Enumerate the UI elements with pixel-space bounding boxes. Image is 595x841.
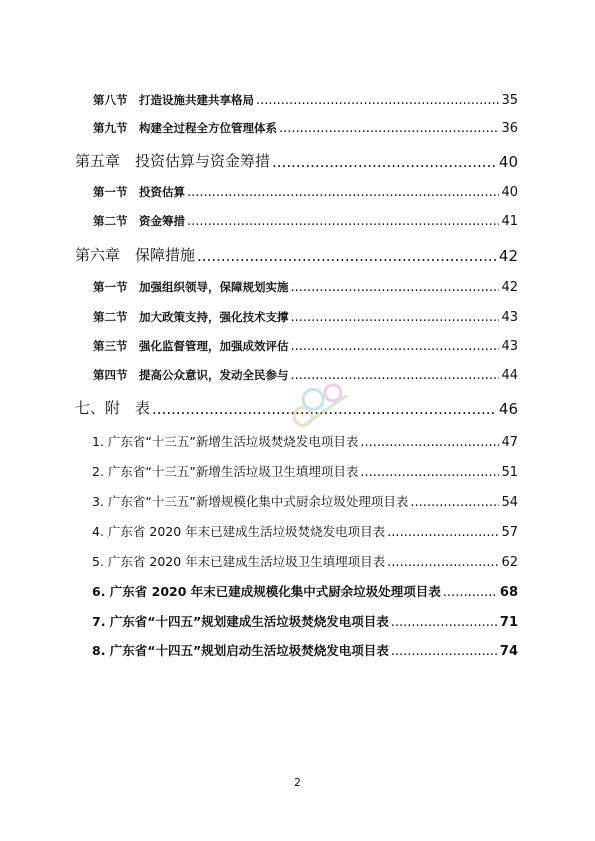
toc-entry-title: 1. 广东省“十三五”新增生活垃圾焚烧发电项目表	[92, 434, 359, 449]
page-number: 2	[294, 776, 301, 789]
toc-entry[interactable]	[93, 213, 518, 229]
toc-entry-page: 43	[501, 339, 518, 354]
toc-entry-page: 35	[501, 93, 518, 108]
toc-entry-page: 42	[501, 280, 518, 295]
dot-leader	[291, 280, 500, 295]
toc-entry-page: 36	[501, 121, 518, 136]
toc-appendix-entry[interactable]	[92, 462, 518, 480]
toc-entry[interactable]	[93, 279, 518, 295]
dot-leader	[291, 310, 500, 325]
toc-entry-title: 7. 广东省“十四五”规划建成生活垃圾焚烧发电项目表	[92, 614, 389, 629]
toc-chapter-entry[interactable]	[75, 244, 518, 265]
toc-entry-title: 第三节 强化监督管理，加强成效评估	[93, 339, 289, 353]
toc-entry-title: 第四节 提高公众意识，发动全民参与	[93, 368, 289, 382]
toc-entry-title: 第五章 投资估算与资金筹措	[75, 152, 271, 170]
toc-entry[interactable]	[93, 120, 518, 136]
toc-entry-title: 第六章 保障措施	[75, 246, 196, 264]
toc-appendix-entry[interactable]	[92, 552, 518, 570]
toc-entry-title: 3. 广东省“十三五”新增规模化集中式厨余垃圾处理项目表	[92, 494, 409, 509]
toc-entry[interactable]	[93, 338, 518, 354]
toc-entry-title: 第九节 构建全过程全方位管理体系	[93, 121, 277, 135]
toc-chapter-entry[interactable]	[75, 150, 518, 171]
toc-entry-page: 74	[499, 644, 518, 659]
toc-entry-page: 42	[498, 247, 518, 265]
toc-entry-title: 第一节 投资估算	[93, 185, 185, 199]
toc-entry-page: 43	[501, 310, 518, 325]
dot-leader	[387, 555, 499, 570]
toc-entry-page: 62	[501, 555, 518, 570]
toc-entry-title: 8. 广东省“十四五”规划启动生活垃圾焚烧发电项目表	[92, 643, 389, 658]
toc-entry-page: 54	[501, 495, 518, 510]
dot-leader	[272, 153, 497, 171]
toc-entry-page: 40	[498, 153, 518, 171]
toc-entry-page: 51	[501, 465, 518, 480]
toc-appendix-entry[interactable]	[92, 612, 518, 630]
toc-entry-title: 5. 广东省 2020 年末已建成生活垃圾卫生填埋项目表	[92, 554, 386, 569]
dot-leader	[279, 121, 499, 136]
toc-entry-title: 第二节 加大政策支持，强化技术支撑	[93, 310, 289, 324]
toc-entry[interactable]	[93, 92, 518, 108]
toc-appendix-entry[interactable]	[92, 641, 518, 659]
toc-entry-page: 71	[499, 615, 518, 630]
dot-leader	[187, 214, 499, 229]
toc-entry-title: 第八节 打造设施共建共享格局	[93, 93, 254, 107]
toc-entry-page: 44	[501, 368, 518, 383]
toc-entry-page: 57	[501, 525, 518, 540]
dot-leader	[391, 644, 498, 659]
toc-entry-title: 2. 广东省“十三五”新增生活垃圾卫生填埋项目表	[92, 464, 359, 479]
toc-entry[interactable]	[93, 309, 518, 325]
toc-entry-page: 68	[499, 585, 518, 600]
toc-entry-title: 第二节 资金筹措	[93, 214, 185, 228]
dot-leader	[360, 435, 499, 450]
dot-leader	[443, 585, 498, 600]
dot-leader	[360, 465, 499, 480]
toc-entry-title: 4. 广东省 2020 年末已建成生活垃圾焚烧发电项目表	[92, 524, 386, 539]
toc-entry-title: 七、附 表	[75, 399, 151, 417]
dot-leader	[291, 339, 500, 354]
toc-appendix-entry[interactable]	[92, 582, 518, 600]
dot-leader	[387, 525, 499, 540]
toc-entry-page: 47	[501, 435, 518, 450]
dot-leader	[197, 247, 497, 265]
toc-entry-title: 第一节 加强组织领导，保障规划实施	[93, 280, 289, 294]
dot-leader	[187, 185, 499, 200]
toc-entry[interactable]	[93, 184, 518, 200]
dot-leader	[256, 93, 499, 108]
toc-entry-page: 40	[501, 185, 518, 200]
toc-appendix-entry[interactable]	[92, 492, 518, 510]
toc-entry-page: 46	[498, 400, 518, 418]
dot-leader	[391, 615, 498, 630]
toc-appendix-entry[interactable]	[92, 522, 518, 540]
toc-entry-page: 41	[501, 214, 518, 229]
dot-leader	[410, 495, 499, 510]
toc-entry-title: 6. 广东省 2020 年末已建成规模化集中式厨余垃圾处理项目表	[92, 584, 441, 599]
